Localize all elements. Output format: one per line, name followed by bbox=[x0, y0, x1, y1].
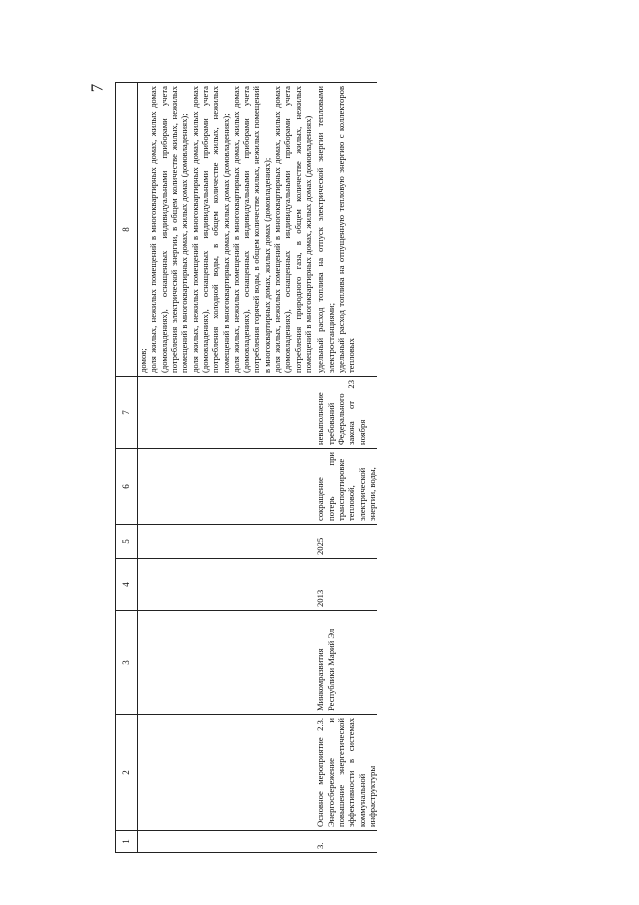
consequences: невыполнение требований Федерального закона от 23 ноября bbox=[313, 377, 377, 449]
header-col-3: 3 bbox=[116, 611, 138, 715]
indicators: удельный расход топлива на отпуск электрической энергии тепловыми электростанциями; удельный расход топлива на отпущенную тепловую энергию с коллекторов тепловых bbox=[313, 83, 377, 377]
rotated-table-container bbox=[115, 83, 545, 853]
program-table bbox=[115, 82, 377, 853]
header-col-5: 5 bbox=[116, 525, 138, 559]
end-year: 2025 bbox=[313, 525, 377, 559]
header-col-6: 6 bbox=[116, 449, 138, 525]
page-number: 7 bbox=[87, 83, 107, 93]
start-year: 2013 bbox=[313, 559, 377, 611]
activity-name: Основное мероприятие 2.3. Энергосбережение и повышение энергетической эффективности в системах коммунальной инфраструктуры bbox=[313, 715, 377, 831]
table-row bbox=[313, 83, 377, 853]
table-header-row bbox=[116, 83, 138, 853]
header-col-7: 7 bbox=[116, 377, 138, 449]
indicators-continued: домов; доля жилых, нежилых помещений в многоквартирных домах, жилых домах (домовладениях), оснащенных индивидуальными приборами учета потребления электрической энергии, в общем количестве жилых, нежилых помещений в многоквартирных домах, жилых домах (домовладениях); доля жилых, нежилых помещений в многоквартирных домах, жилых домах (домовладениях), оснащенных индивидуальными приборами учета потребления холодной воды, в общем количестве жилых, нежилых помещений в многоквартирных домах, жилых домах (домовладениях); доля жилых, нежилых помещений в многоквартирных домах, жилых домах (домовладениях), оснащенных индивидуальными приборами учета потребления горячей воды, в общем количестве жилых, нежилых помещений в многоквартирных домах, жилых домах (домовладениях); доля жилых, нежилых помещений в многоквартирных домах, жилых домах (домовладениях), оснащенных индивидуальными приборами учета потребления природного газа, в общем количестве жилых, нежилых помещений в многоквартирных домах, жилых домах (домовладениях) bbox=[138, 83, 314, 377]
header-col-1: 1 bbox=[116, 831, 138, 853]
header-col-2: 2 bbox=[116, 715, 138, 831]
continuation-row bbox=[138, 83, 314, 853]
header-col-4: 4 bbox=[116, 559, 138, 611]
row-number: 3. bbox=[313, 831, 377, 853]
executor: Минкомразвития Республики Марий Эл bbox=[313, 611, 377, 715]
expected-result: сокращение потерь при транспортировке тепловой, электрической энергии, воды, bbox=[313, 449, 377, 525]
header-col-8: 8 bbox=[116, 83, 138, 377]
